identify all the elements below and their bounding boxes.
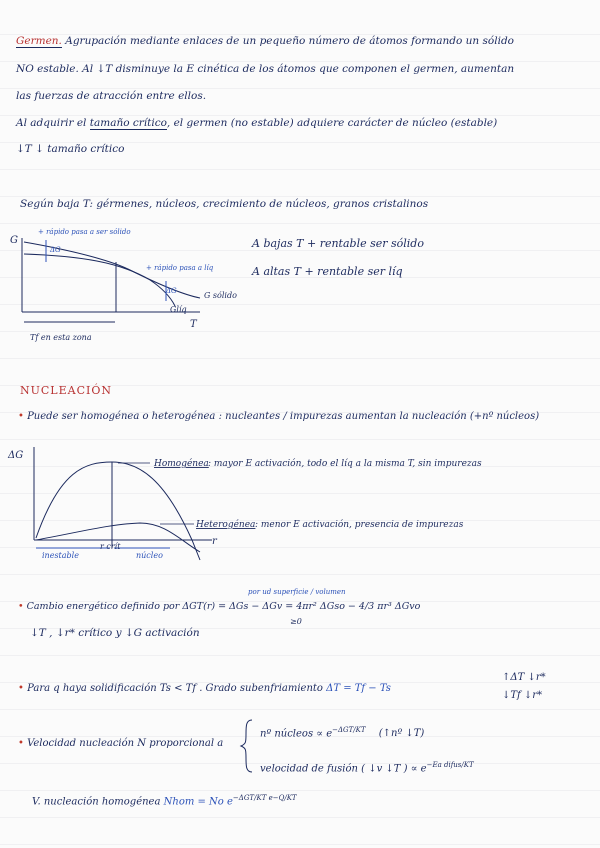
energy-text: Cambio energético definido por ΔGT(r) = ΔGs − ΔGv = 4πr² ΔGso − 4/3 πr³ ΔGvo: [26, 601, 421, 612]
nucleacion-bullet-1-text: Puede ser homogénea o heterogénea : nucleantes / impurezas aumentan la nucleación (+nº núcleos): [27, 411, 540, 422]
velocity-homog-text: V. nucleación homogénea: [32, 796, 161, 808]
graph1-g-liq: Glíq: [170, 305, 187, 314]
energy-ge0: ≥0: [290, 617, 302, 626]
bullet-icon: •: [18, 738, 28, 749]
graph2: [7, 447, 482, 560]
velocity-item-2-text: velocidad de fusión ( ↓v ↓T ) ∝ e: [260, 763, 427, 775]
graph1-heading: Según baja T: gérmenes, núcleos, crecimiento de núcleos, granos cristalinos: [20, 198, 429, 210]
solid-relation-2: ↓Tf ↓r*: [502, 690, 543, 701]
germen-line-4-post: , el germen (no estable) adquiere carácter de núcleo (estable): [166, 117, 498, 129]
graph1-dg1: ΔG: [50, 246, 61, 254]
graph1-tf-label: Tf en esta zona: [30, 333, 92, 342]
graph2-y-label: ΔG: [8, 450, 24, 461]
velocity-homog-exp: −ΔGT/KT e−Q/KT: [232, 794, 297, 802]
graph1-statement-high-t: A altas T + rentable ser líq: [252, 265, 403, 278]
energy-line-2: ↓T , ↓r* crítico y ↓G activación: [30, 627, 200, 639]
nucleo-label: núcleo: [136, 551, 163, 560]
velocity-item-2-exp: −Ea difus/KT: [426, 761, 474, 769]
germen-label: Germen.: [16, 35, 62, 47]
velocity-text: Velocidad nucleación N proporcional a: [27, 738, 224, 749]
hetero-desc: : menor E activación, presencia de impurezas: [255, 520, 464, 530]
graph1-statement-low-t: A bajas T + rentable ser sólido: [252, 237, 424, 250]
graph1-y-label: G: [10, 235, 18, 246]
energy-note: por ud superficie / volumen: [248, 588, 346, 596]
velocity-homog-formula: Nhom = No e: [163, 796, 233, 808]
subenfriamiento-formula: ΔT = Tf − Ts: [326, 683, 391, 694]
velocity-brace: [241, 720, 252, 772]
germen-line-3: las fuerzas de atracción entre ellos.: [16, 90, 207, 102]
homo-desc: : mayor E activación, todo el líq a la misma T, sin impurezas: [208, 459, 482, 469]
inestable-label: inestable: [42, 551, 79, 560]
germen-line-4-pre: Al adquirir el: [16, 117, 87, 129]
velocity-item-1-note: (↑nº ↓T): [378, 728, 425, 740]
graph1-g-solid: G sólido: [204, 291, 237, 300]
solid-text: Para q haya solidificación Ts < Tf . Grado subenfriamiento: [27, 683, 323, 694]
tamano-critico-term: tamaño crítico: [89, 117, 167, 129]
germen-definition: Agrupación mediante enlaces de un pequeño número de átomos formando un sólido: [65, 35, 514, 47]
germen-line-5: ↓T ↓ tamaño crítico: [16, 143, 125, 155]
nucleacion-title: NUCLEACIÓN: [20, 384, 112, 397]
graph1-x-label: T: [190, 319, 197, 330]
bullet-icon: •: [18, 411, 28, 422]
velocity-item-1-text: nº núcleos ∝ e: [260, 728, 333, 740]
bullet-icon: •: [18, 601, 27, 612]
velocity-item-1-exp: −ΔGT/KT: [332, 726, 366, 734]
graph1: [10, 228, 237, 342]
homo-label: Homogénea: [154, 459, 209, 469]
solid-relation-1: ↑ΔT ↓r*: [502, 672, 546, 683]
hetero-label: Heterogénea: [196, 520, 256, 530]
g-liq-curve: [24, 254, 175, 306]
graph1-note-top: + rápido pasa a ser sólido: [38, 228, 131, 236]
bullet-icon: •: [18, 683, 28, 694]
graph2-x-label: r: [212, 536, 217, 547]
germen-line-2: NO estable. Al ↓T disminuye la E cinética de los átomos que componen el germen, aumentan: [16, 63, 515, 75]
graph1-note-right: + rápido pasa a líq: [146, 264, 214, 272]
graph1-dg2: ΔG: [166, 287, 177, 295]
r-crit-label: r crít: [100, 542, 121, 551]
